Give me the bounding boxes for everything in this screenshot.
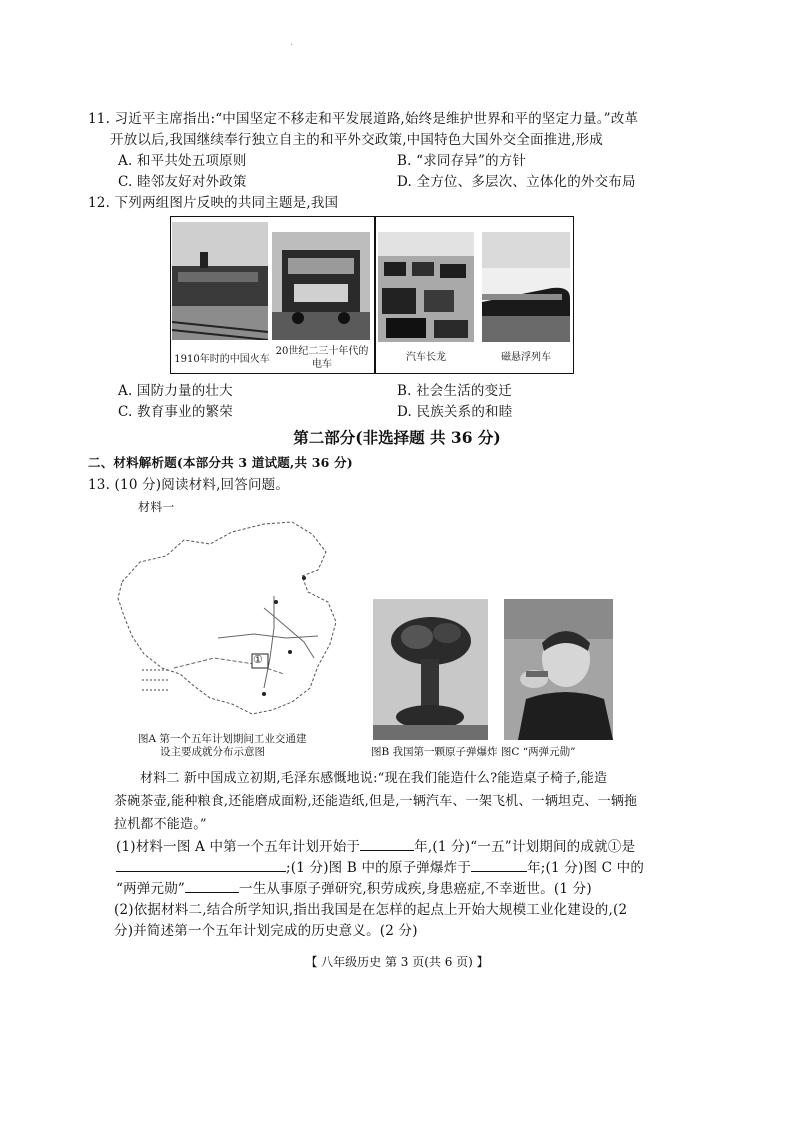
- material1-label: 材料一: [138, 500, 175, 514]
- train-1910-photo: [172, 222, 268, 340]
- caption-train-1910: 1910年时的中国火车: [174, 354, 270, 365]
- map-marker-1: ①: [253, 653, 263, 666]
- sub1-line3: [116, 878, 592, 899]
- caption-tram-line2: 电车: [312, 359, 332, 370]
- q11-option-b: B. “求同存异”的方针: [397, 153, 527, 169]
- q11-stem-line2: 开放以后,我国继续奉行独立自主的和平外交政策,中国特色大国外交全面推进,形成: [110, 132, 603, 148]
- sub1-text-c: ;(1 分)图 B 中的原子弹爆炸于: [286, 860, 472, 876]
- sub1-line2: [116, 857, 644, 878]
- page-footer: 【 八年级历史 第 3 页(共 6 页) 】: [305, 955, 489, 969]
- answer-blank-scientist[interactable]: [185, 878, 239, 893]
- material2-line3: 拉机都不能造。”: [114, 817, 207, 832]
- sub1-text-d: 年;(1 分)图 C 中的: [527, 860, 645, 876]
- material2-line2: 茶碗茶壶,能种粮食,还能磨成面粉,还能造纸,但是,一辆汽车、一架飞机、一辆坦克、一辆拖: [114, 794, 638, 809]
- q12-option-d: D. 民族关系的和睦: [397, 404, 513, 420]
- q11-option-c: C. 睦邻友好对外政策: [118, 174, 247, 190]
- header-mark: ·: [290, 40, 294, 51]
- answer-blank-achievement[interactable]: [116, 857, 286, 872]
- frame-divider: [374, 217, 376, 373]
- sub1-line1: [116, 836, 635, 857]
- q11-stem-line1: 11. 习近平主席指出:“中国坚定不移走和平发展道路,始终是维护世界和平的坚定力量。”改革: [88, 111, 639, 127]
- q12-option-b: B. 社会生活的变迁: [397, 383, 513, 399]
- china-map-figure: [114, 518, 346, 730]
- q12-option-a: A. 国防力量的壮大: [118, 383, 233, 399]
- q11-option-d: D. 全方位、多层次、立体化的外交布局: [397, 174, 636, 190]
- answer-blank-plan-start[interactable]: [360, 836, 414, 851]
- q12-option-c: C. 教育事业的繁荣: [118, 404, 233, 420]
- q11-option-a: A. 和平共处五项原则: [118, 153, 247, 169]
- q13-stem: 13. (10 分)阅读材料,回答问题。: [88, 477, 290, 493]
- sub1-text-f: 一生从事原子弹研究,积劳成疾,身患癌症,不幸逝世。(1 分): [239, 881, 592, 897]
- atomic-bomb-photo: [373, 599, 488, 740]
- caption-car-line: 汽车长龙: [406, 352, 446, 363]
- sub2-line2: 分)并简述第一个五年计划完成的历史意义。(2 分): [114, 923, 418, 939]
- answer-blank-bomb-year[interactable]: [471, 857, 527, 872]
- material2-line1: 材料二 新中国成立初期,毛泽东感慨地说:“现在我们能造什么?能造桌子椅子,能造: [140, 771, 608, 786]
- two-bombs-hero-photo: [504, 599, 613, 740]
- maglev-photo: [482, 232, 570, 342]
- sub1-text-e: “两弹元勋”: [116, 881, 186, 897]
- tram-1920s-photo: [272, 232, 370, 340]
- sub2-line1: (2)依据材料二,结合所学知识,指出我国是在怎样的起点上开始大规模工业化建设的,(2: [114, 902, 628, 918]
- car-line-photo: [378, 232, 474, 342]
- sub1-text-b: 年,(1 分)“一五”计划期间的成就①是: [414, 839, 636, 855]
- part2-title: 第二部分(非选择题 共 36 分): [293, 428, 501, 447]
- part2-section-heading: 二、材料解析题(本部分共 3 道试题,共 36 分): [88, 455, 353, 470]
- fig-bc-caption: 图B 我国第一颗原子弹爆炸 图C “两弹元勋”: [371, 746, 576, 758]
- fig-a-caption-line1: 图A 第一个五年计划期间工业交通建: [138, 733, 307, 745]
- q12-stem: 12. 下列两组图片反映的共同主题是,我国: [88, 195, 339, 211]
- caption-tram-line1: 20世纪二三十年代的: [275, 346, 369, 357]
- caption-maglev: 磁悬浮列车: [501, 352, 551, 363]
- sub1-text-a: (1)材料一图 A 中第一个五年计划开始于: [116, 839, 361, 855]
- fig-a-caption-line2: 设主要成就分布示意图: [160, 746, 265, 758]
